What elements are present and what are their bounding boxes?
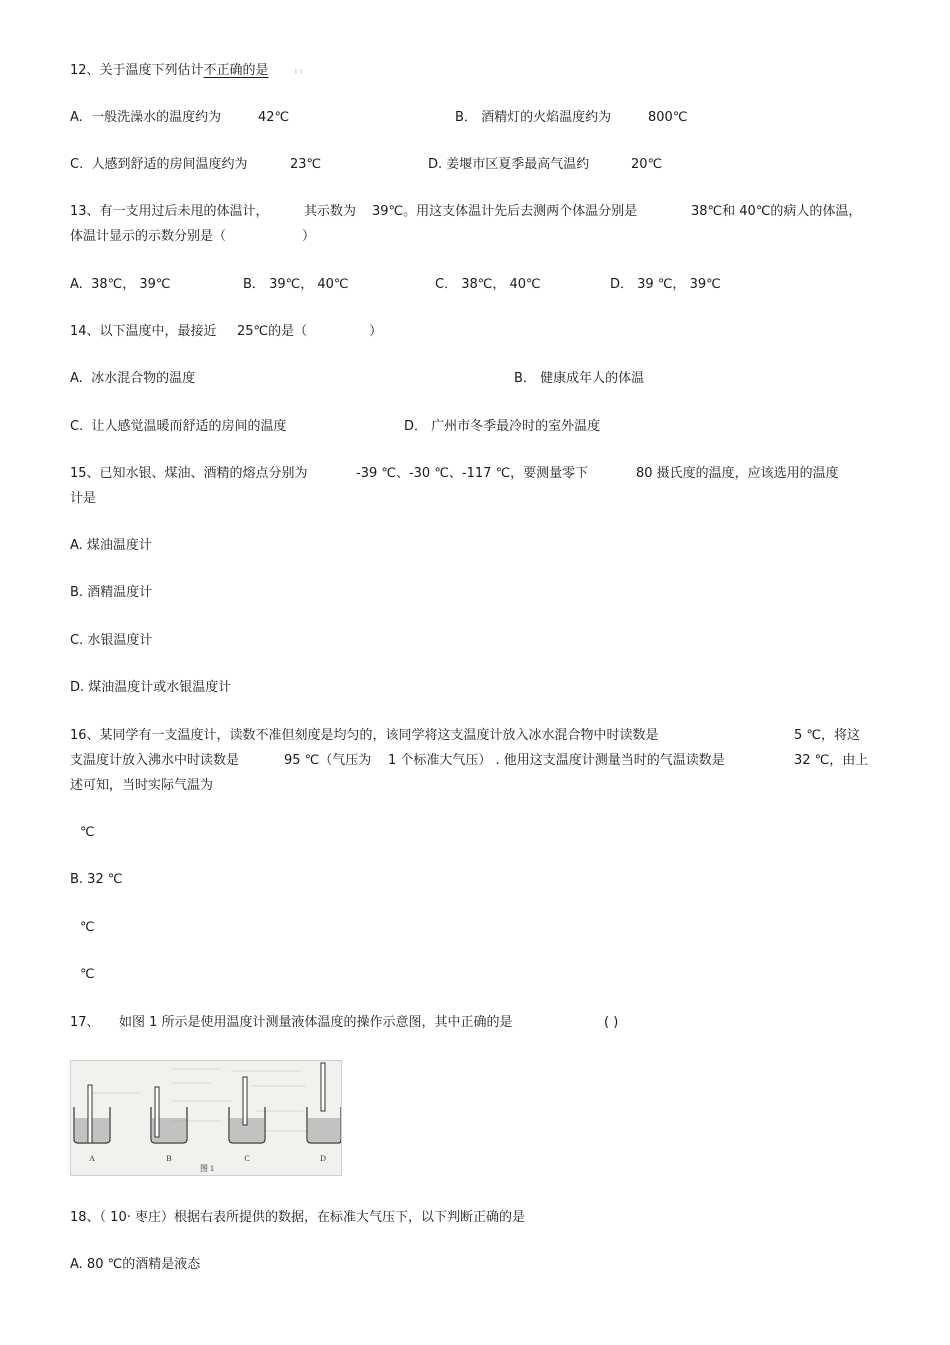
q13-option-c: C． 38℃， 40℃ [435, 277, 541, 292]
beaker-c [229, 1077, 265, 1143]
figure-1 [70, 1060, 342, 1176]
q13-stem-a: 13、有一支用过后未甩的体温计， [70, 204, 269, 219]
q14-option-c: C. 让人感觉温暖而舒适的房间的温度 [70, 419, 287, 434]
q14-option-d: D． 广州市冬季最冷时的室外温度 [404, 419, 601, 434]
q16-stem-line1-end: 5 ℃，将这 [794, 728, 861, 743]
q18-stem: 18、（ 10· 枣庄）根据右表所提供的数据，在标准大气压下，以下判断正确的是 [70, 1210, 525, 1225]
q13-option-b: B． 39℃， 40℃ [243, 277, 349, 292]
q12-stem: 12、关于温度下列估计不正确的是 ı ı [70, 63, 303, 78]
beaker-b [151, 1087, 187, 1143]
q14-option-b: B． 健康成年人的体温 [514, 371, 645, 386]
q13-stem-line2: 体温计显示的示数分别是（ ） [70, 229, 316, 244]
q12-option-c-value: 23℃ [290, 157, 322, 172]
q17-answer-paren: ( ) [604, 1015, 619, 1030]
q16-option-b: B. 32 ℃ [70, 872, 123, 887]
q13-stem-d: 38℃和 40℃的病人的体温， [691, 204, 862, 219]
q12-option-b-value: 800℃ [648, 110, 688, 125]
q15-option-a: A. 煤油温度计 [70, 538, 152, 553]
q15-stem-a: 15、已知水银、煤油、酒精的熔点分别为 [70, 466, 308, 481]
q14-option-a: A. 冰水混合物的温度 [70, 371, 196, 386]
figure-caption: 图 1 [200, 1164, 214, 1173]
q13-stem-c: 39℃。用这支体温计先后去测两个体温分别是 [372, 204, 638, 219]
q16-stem-line3: 述可知，当时实际气温为 [70, 778, 214, 793]
q13-stem-b: 其示数为 [304, 204, 357, 219]
q16-option-d: ℃ [80, 967, 95, 982]
q15-option-b: B. 酒精温度计 [70, 585, 153, 600]
q14-stem-a: 14、以下温度中，最接近 [70, 324, 217, 339]
q16-stem-line2-d: 32 ℃，由上 [794, 753, 869, 768]
q12-option-d: D. 姜堰市区夏季最高气温约 [428, 157, 590, 172]
q15-stem-c: 80 摄氏度的温度，应该选用的温度 [636, 466, 839, 481]
faded-background-text [91, 1069, 307, 1131]
q16-stem-line2-b: 95 ℃（气压为 [284, 753, 372, 768]
q15-stem-b: -39 ℃、-30 ℃、-117 ℃，要测量零下 [356, 466, 589, 481]
figure-label-d: D [320, 1154, 326, 1163]
q12-option-c: C. 人感到舒适的房间温度约为 [70, 157, 248, 172]
figure-1-drawing [71, 1061, 341, 1175]
q17-number: 17、 [70, 1015, 100, 1030]
q16-option-c: ℃ [80, 920, 95, 935]
beaker-d [307, 1063, 341, 1143]
scan-artifact: ı ı [294, 67, 303, 77]
figure-label-a: A [89, 1154, 95, 1163]
q16-option-a: ℃ [80, 825, 95, 840]
q13-option-a: A. 38℃， 39℃ [70, 277, 171, 292]
figure-label-c: C [244, 1154, 250, 1163]
q12-option-a-value: 42℃ [258, 110, 290, 125]
q15-option-c: C. 水银温度计 [70, 633, 153, 648]
q14-stem-b: 25℃的是（ ） [237, 324, 383, 339]
q16-stem-line2-a: 支温度计放入沸水中时读数是 [70, 753, 240, 768]
q15-option-d: D. 煤油温度计或水银温度计 [70, 680, 232, 695]
figure-label-b: B [166, 1154, 172, 1163]
beaker-a [74, 1085, 110, 1143]
q17-stem: 如图 1 所示是使用温度计测量液体温度的操作示意图，其中正确的是 [119, 1015, 513, 1030]
q12-option-d-value: 20℃ [631, 157, 663, 172]
q13-option-d: D． 39 ℃， 39℃ [610, 277, 721, 292]
q15-stem-line2: 计是 [70, 491, 97, 506]
q12-option-b: B． 酒精灯的火焰温度约为 [455, 110, 612, 125]
q18-option-a: A. 80 ℃的酒精是液态 [70, 1257, 201, 1272]
q16-stem-line1: 16、某同学有一支温度计，读数不准但刻度是均匀的，该同学将这支温度计放入冰水混合物中时读数是 [70, 728, 659, 743]
q12-option-a: A. 一般洗澡水的温度约为 [70, 110, 222, 125]
q16-stem-line2-c: 1 个标准大气压） . 他用这支温度计测量当时的气温读数是 [388, 753, 725, 768]
